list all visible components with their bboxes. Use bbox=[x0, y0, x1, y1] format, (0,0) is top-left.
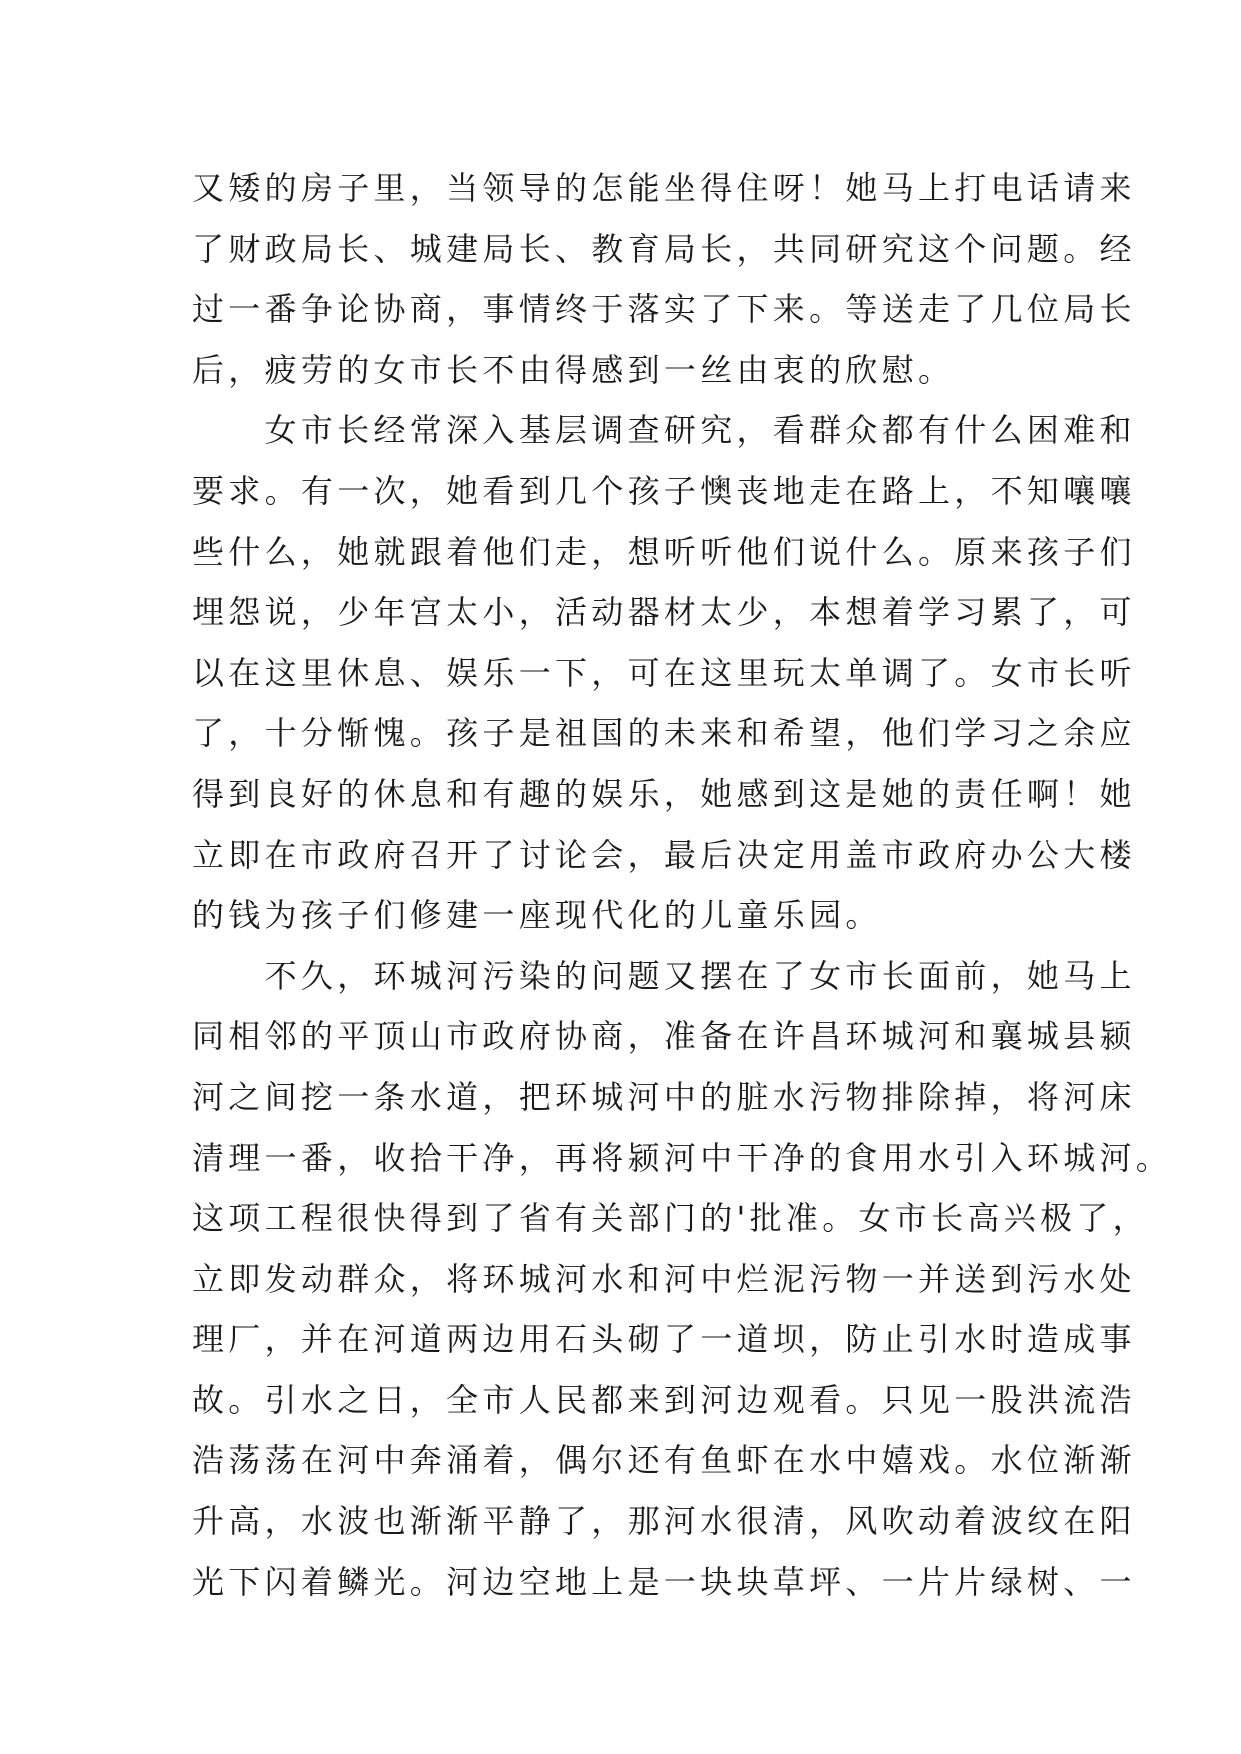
text-line: 过一番争论协商，事情终于落实了下来。等送走了几位局长 bbox=[192, 290, 1136, 329]
text-line: 清理一番，收拾干净，再将颍河中干净的食用水引入环城河。 bbox=[192, 1138, 1173, 1177]
text-line: 这项工程很快得到了省有关部门的'批准。女市长高兴极了， bbox=[192, 1199, 1149, 1238]
text-line: 后，疲劳的女市长不由得感到一丝由衷的欣慰。 bbox=[192, 350, 955, 389]
text-line: 河之间挖一条水道，把环城河中的脏水污物排除掉，将河床 bbox=[192, 1077, 1136, 1116]
text-line: 了财政局长、城建局长、教育局长，共同研究这个问题。经 bbox=[192, 229, 1136, 268]
text-line: 得到良好的休息和有趣的娱乐，她感到这是她的责任啊！她 bbox=[192, 774, 1136, 813]
body-text bbox=[192, 158, 1173, 1612]
text-line: 浩荡荡在河中奔涌着，偶尔还有鱼虾在水中嬉戏。水位渐渐 bbox=[192, 1441, 1136, 1480]
text-line: 不久，环城河污染的问题又摆在了女市长面前，她马上 bbox=[192, 956, 1136, 995]
text-line: 立即在市政府召开了讨论会，最后决定用盖市政府办公大楼 bbox=[192, 835, 1136, 874]
text-line: 的钱为孩子们修建一座现代化的儿童乐园。 bbox=[192, 896, 882, 935]
text-line: 理厂，并在河道两边用石头砌了一道坝，防止引水时造成事 bbox=[192, 1320, 1136, 1359]
text-line: 同相邻的平顶山市政府协商，准备在许昌环城河和襄城县颍 bbox=[192, 1017, 1136, 1056]
text-line: 要求。有一次，她看到几个孩子懊丧地走在路上，不知嚷嚷 bbox=[192, 471, 1136, 510]
text-line: 女市长经常深入基层调查研究，看群众都有什么困难和 bbox=[192, 411, 1136, 450]
text-line: 些什么，她就跟着他们走，想听听他们说什么。原来孩子们 bbox=[192, 532, 1136, 571]
text-line: 又矮的房子里，当领导的怎能坐得住呀！她马上打电话请来 bbox=[192, 169, 1136, 207]
text-line: 故。引水之日，全市人民都来到河边观看。只见一股洪流浩 bbox=[192, 1380, 1136, 1419]
text-line: 以在这里休息、娱乐一下，可在这里玩太单调了。女市长听 bbox=[192, 653, 1136, 692]
text-line: 埋怨说，少年宫太小，活动器材太少，本想着学习累了，可 bbox=[192, 593, 1136, 632]
text-line: 了，十分惭愧。孩子是祖国的未来和希望，他们学习之余应 bbox=[192, 714, 1136, 753]
text-line: 升高，水波也渐渐平静了，那河水很清，风吹动着波纹在阳 bbox=[192, 1502, 1136, 1541]
text-line: 光下闪着鳞光。河边空地上是一块块草坪、一片片绿树、一 bbox=[192, 1562, 1136, 1601]
text-line: 立即发动群众，将环城河水和河中烂泥污物一并送到污水处 bbox=[192, 1259, 1136, 1298]
